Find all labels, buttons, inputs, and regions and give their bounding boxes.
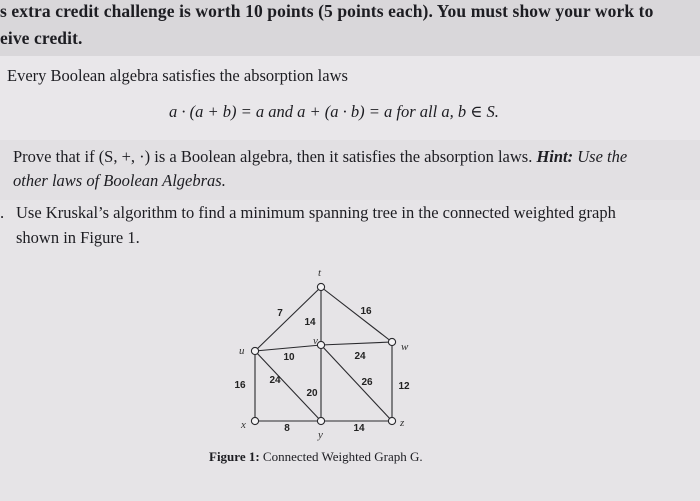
problem1-prove-line-2: other laws of Boolean Algebras. xyxy=(13,171,226,190)
edge-v-w xyxy=(321,342,392,345)
vertex-label-z: z xyxy=(400,417,405,429)
edge-weight-t-w: 16 xyxy=(360,306,372,317)
edge-weight-u-x: 16 xyxy=(234,380,246,391)
vertex-x xyxy=(251,417,258,424)
header-line-1: s extra credit challenge is worth 10 points (5 points each). You must show your work to xyxy=(0,1,654,21)
figure-caption-label: Figure 1: xyxy=(209,449,260,464)
vertex-label-t: t xyxy=(318,267,322,279)
problem2-marker: . xyxy=(0,203,5,222)
edge-weight-y-z: 14 xyxy=(353,423,365,434)
vertex-label-w: w xyxy=(401,341,409,353)
hint-label: Hint: xyxy=(536,147,574,166)
absorption-formula: a · (a + b) = a and a + (a · b) = a for all a, b ∈ S. xyxy=(169,102,499,121)
edge-weight-u-y: 24 xyxy=(269,375,281,386)
problem2-line-1: Use Kruskal’s algorithm to find a minimum spanning tree in the connected weighted graph xyxy=(16,203,616,222)
vertex-label-y: y xyxy=(318,429,323,441)
prove-statement: Prove that if (S, +, ·) is a Boolean algebra, then it satisfies the absorption laws. xyxy=(13,147,537,166)
edge-weight-x-y: 8 xyxy=(284,423,290,434)
vertex-label-v: v xyxy=(313,335,318,347)
vertex-y xyxy=(317,417,324,424)
edge-weight-t-u: 7 xyxy=(277,308,283,319)
vertex-label-x: x xyxy=(241,419,246,431)
figure-caption-text: Connected Weighted Graph G. xyxy=(259,449,423,464)
header-line-2: eive credit. xyxy=(0,28,83,48)
vertex-v xyxy=(317,341,324,348)
edge-weight-u-v: 10 xyxy=(283,352,295,363)
edge-weight-v-w: 24 xyxy=(354,351,366,362)
vertex-u xyxy=(251,347,258,354)
edge-t-w xyxy=(321,287,392,342)
figure-caption xyxy=(209,449,423,465)
vertex-w xyxy=(388,338,395,345)
edge-u-v xyxy=(255,345,321,351)
edge-weight-v-z: 26 xyxy=(361,377,373,388)
vertex-t xyxy=(317,283,324,290)
edge-weight-t-v: 14 xyxy=(304,317,316,328)
edge-weight-v-y: 20 xyxy=(306,388,318,399)
edge-weight-w-z: 12 xyxy=(398,381,410,392)
problem2-line-2: shown in Figure 1. xyxy=(16,228,140,247)
hint-text: Use the xyxy=(573,147,628,166)
problem1-intro: Every Boolean algebra satisfies the absorption laws xyxy=(7,66,348,85)
vertex-label-u: u xyxy=(239,345,245,357)
vertex-z xyxy=(388,417,395,424)
